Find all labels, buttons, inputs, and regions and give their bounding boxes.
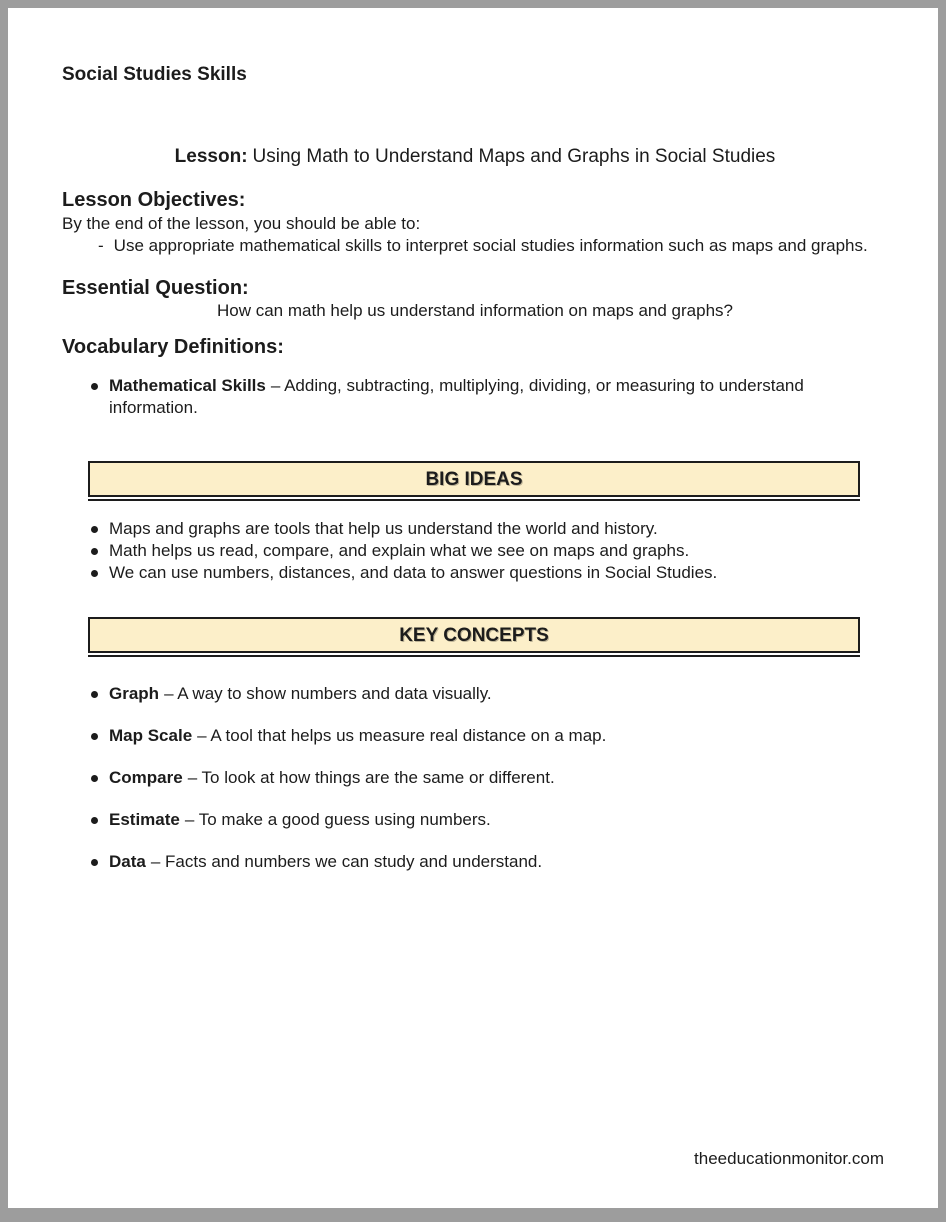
essential-question-heading: Essential Question:	[62, 277, 249, 299]
footer-site-text: theeducationmonitor.com	[694, 1149, 884, 1168]
vocabulary-item-text	[109, 375, 849, 419]
bullet-icon	[91, 691, 98, 698]
key-concept-term: Graph	[109, 684, 160, 703]
big-idea-text: Maps and graphs are tools that help us understand the world and history.	[109, 519, 658, 538]
big-ideas-banner: BIG IDEAS	[88, 461, 860, 497]
bullet-icon	[91, 526, 98, 533]
key-concept-term: Estimate	[109, 810, 180, 829]
list-item	[62, 851, 888, 873]
objectives-intro: By the end of the lesson, you should be able to:	[62, 214, 421, 233]
list-item	[62, 540, 888, 562]
objectives-heading: Lesson Objectives:	[62, 189, 246, 211]
key-concept-definition: – To make a good guess using numbers.	[184, 810, 491, 829]
key-concept-term: Data	[109, 852, 146, 871]
big-ideas-list	[62, 518, 888, 584]
vocabulary-definition: – Adding, subtracting, multiplying, dividing, or measuring to understand information.	[109, 376, 804, 417]
list-item	[62, 767, 888, 789]
list-item	[62, 809, 888, 831]
bullet-icon	[91, 733, 98, 740]
list-item	[62, 725, 888, 747]
objectives-item	[62, 235, 888, 257]
list-item	[62, 562, 888, 584]
lesson-title-text: Using Math to Understand Maps and Graphs in Social Studies	[252, 146, 776, 167]
bullet-icon	[91, 859, 98, 866]
key-concept-definition: – Facts and numbers we can study and understand.	[150, 852, 543, 871]
bullet-icon	[91, 817, 98, 824]
dash-marker-icon: -	[98, 236, 104, 255]
page-title: Social Studies Skills	[62, 64, 247, 85]
key-concept-text	[109, 809, 491, 831]
key-concept-text	[109, 851, 542, 873]
objectives-item-text: Use appropriate mathematical skills to interpret social studies information such as maps and graphs.	[113, 236, 868, 255]
key-concept-text	[109, 767, 555, 789]
big-idea-text: Math helps us read, compare, and explain what we see on maps and graphs.	[109, 541, 690, 560]
key-concept-text	[109, 683, 492, 705]
key-concepts-banner: KEY CONCEPTS	[88, 617, 860, 653]
bullet-icon	[91, 775, 98, 782]
vocabulary-heading: Vocabulary Definitions:	[62, 336, 284, 358]
vocabulary-list	[62, 375, 888, 419]
bullet-icon	[91, 548, 98, 555]
essential-question-text: How can math help us understand information on maps and graphs?	[217, 301, 733, 320]
key-concept-definition: – A tool that helps us measure real distance on a map.	[197, 726, 607, 745]
list-item	[62, 375, 888, 419]
bullet-icon	[91, 383, 98, 390]
key-concept-definition: – To look at how things are the same or different.	[187, 768, 555, 787]
key-concepts-list	[62, 683, 888, 873]
key-concept-term: Map Scale	[109, 726, 193, 745]
vocabulary-term: Mathematical Skills	[109, 376, 266, 395]
big-idea-text: We can use numbers, distances, and data to answer questions in Social Studies.	[109, 563, 718, 582]
key-concept-text	[109, 725, 606, 747]
bullet-icon	[91, 570, 98, 577]
worksheet-page	[8, 8, 938, 1208]
lesson-label: Lesson:	[174, 146, 248, 167]
key-concept-term: Compare	[109, 768, 183, 787]
lesson-title-line	[62, 145, 888, 169]
list-item	[62, 518, 888, 540]
list-item	[62, 683, 888, 705]
key-concept-definition: – A way to show numbers and data visually.	[164, 684, 492, 703]
